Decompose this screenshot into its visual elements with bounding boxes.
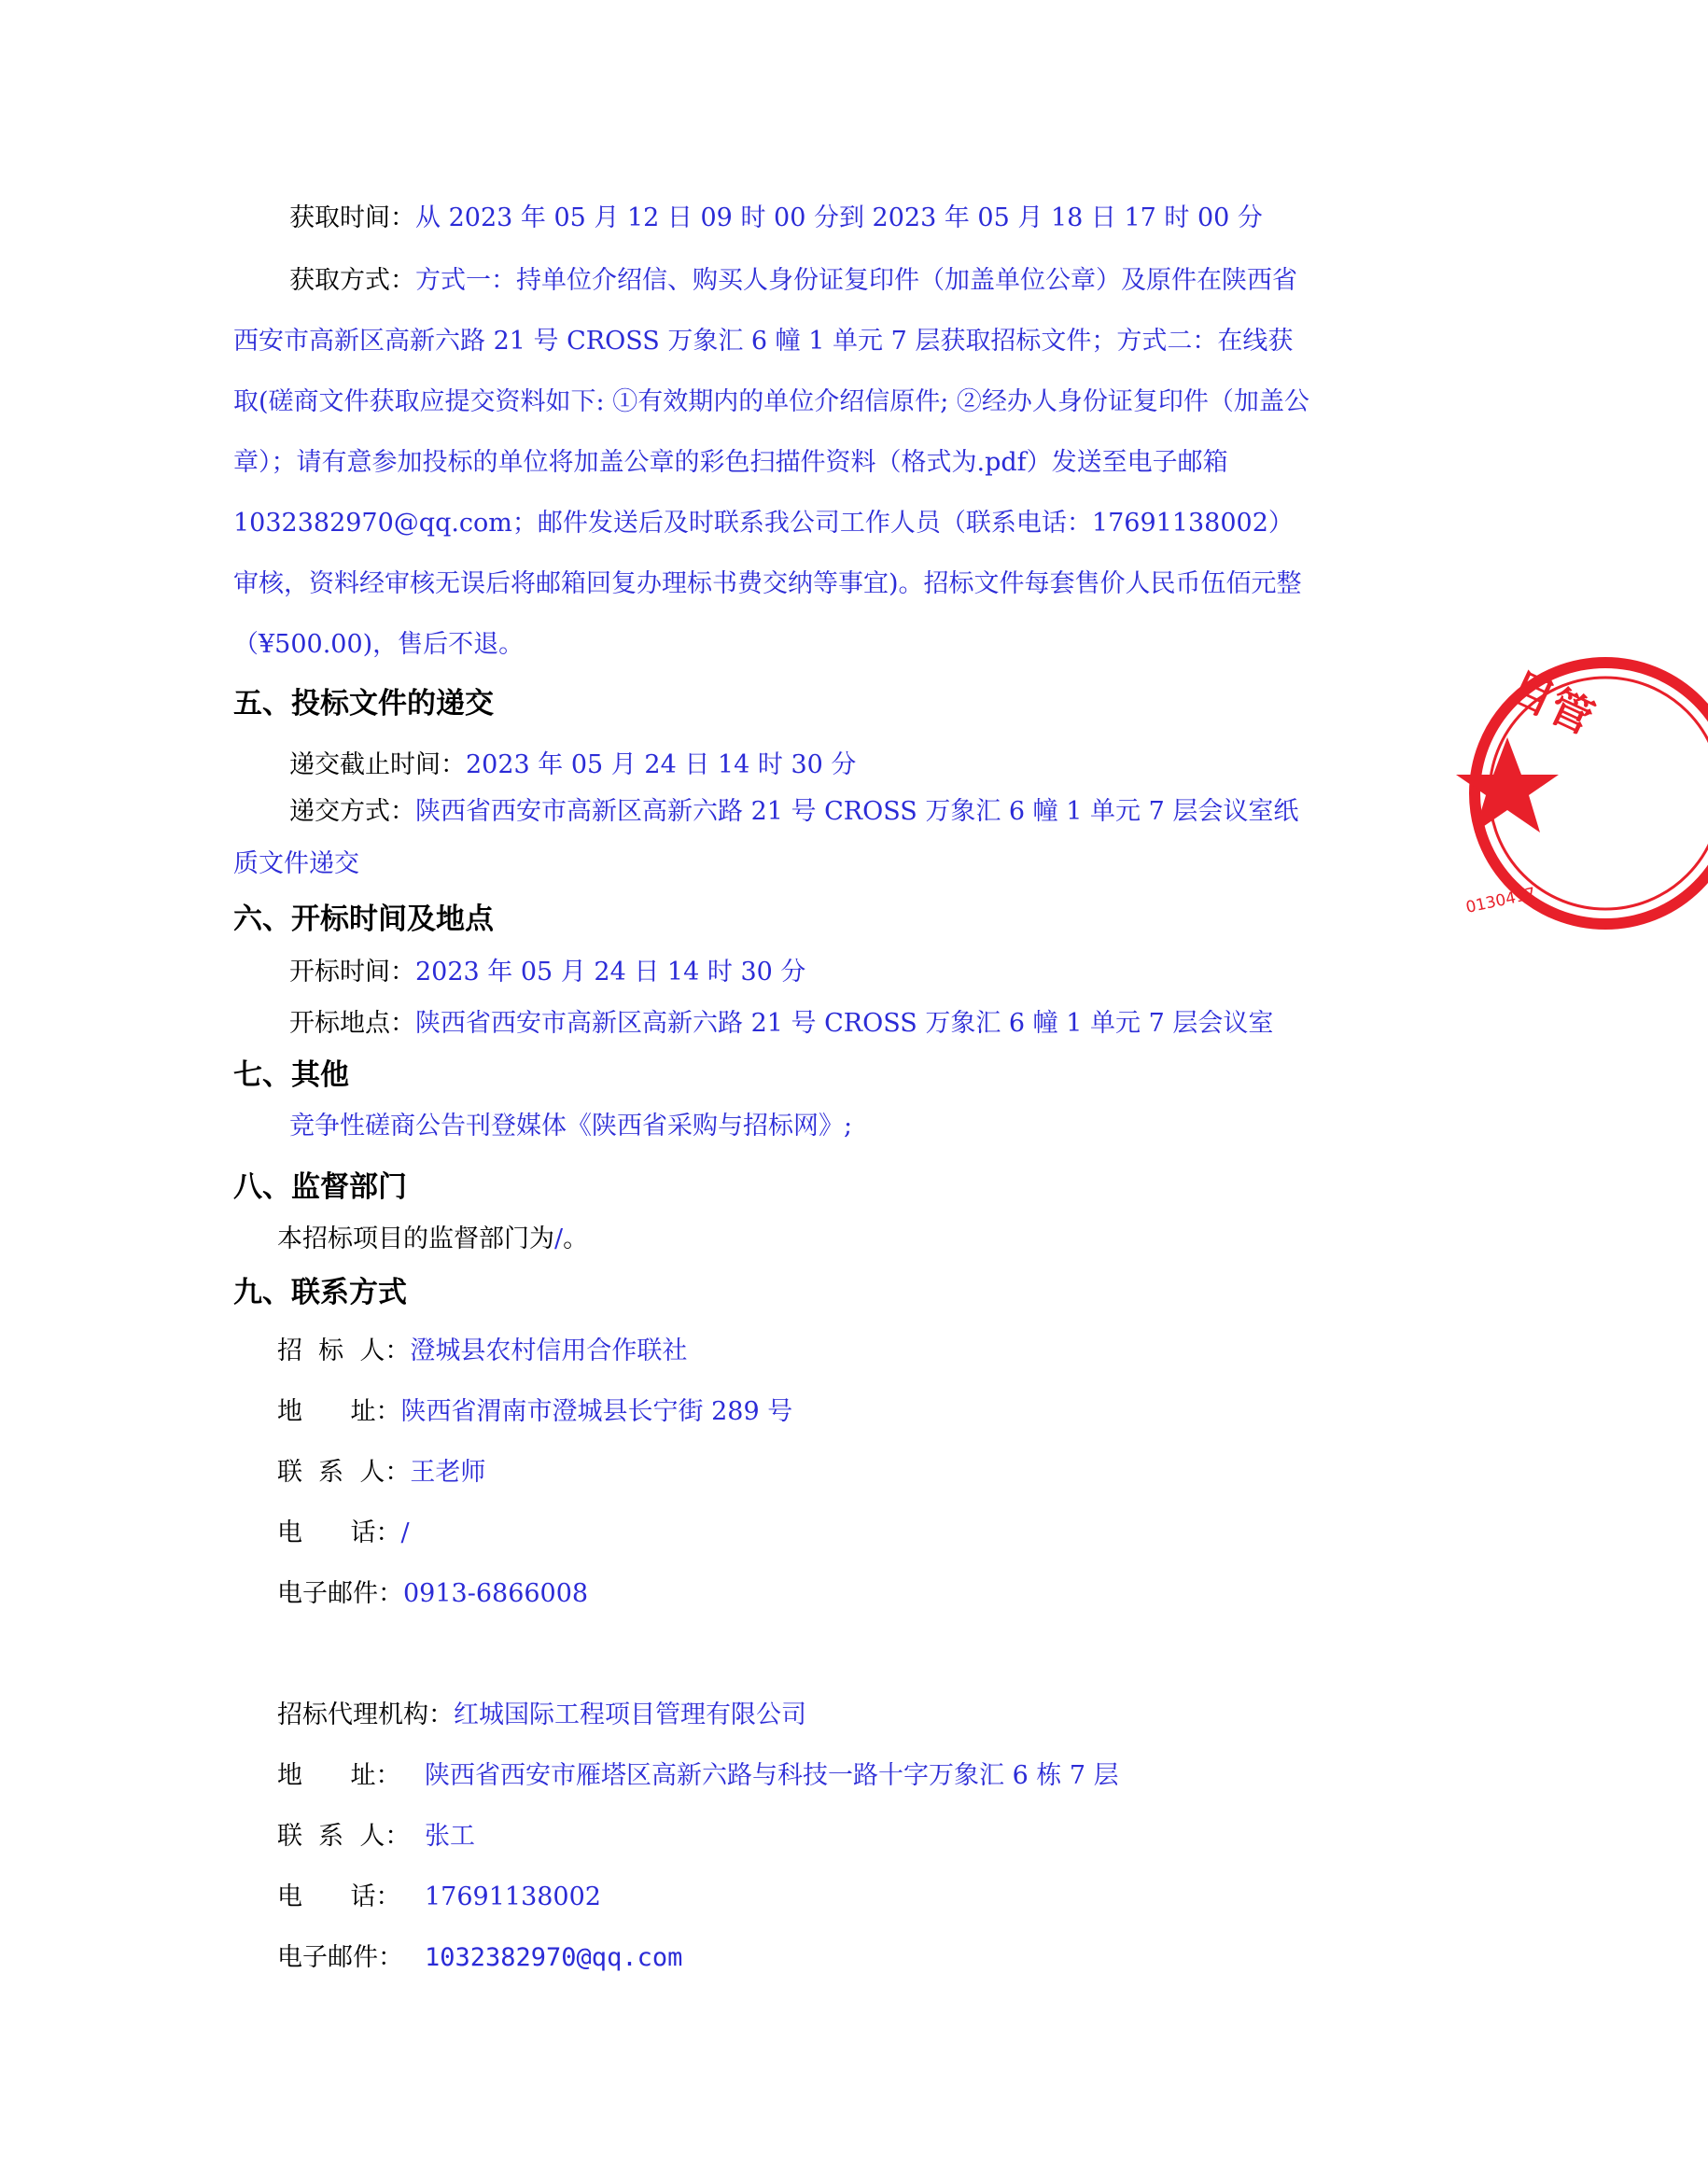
- buyer-phone-label: 电 话：: [277, 1518, 401, 1547]
- agency-contact-value: 张工: [425, 1822, 475, 1851]
- agency-name-value: 红城国际工程项目管理有限公司: [454, 1700, 806, 1729]
- buyer-address-label: 地 址：: [277, 1397, 401, 1426]
- obtain-method-value: 方式一：持单位介绍信、购买人身份证复印件（加盖单位公章）及原件在陕西省西安市高新区高新六路 21 号 CROSS 万象汇 6 幢 1 单元 7 层获取招标文件；方式二：在线获取(磋商文件获取应提交资料如下: ①有效期内的单位介绍信原件; ②经办人身份证复印件（加盖公章）；请有意参加投标的单位将加盖公章的彩色扫描件资料（格式为.pdf）发送至电子邮箱 1032382970@qq.com；邮件发送后及时联系我公司工作人员（联系电话：17691138002）审核，资料经审核无误后将邮箱回复办理标书费交纳等事宜)。招标文件每套售价人民币伍佰元整（¥500.00)，售后不退。: [233, 266, 1309, 659]
- buyer-phone-line: [277, 1518, 410, 1549]
- section-7-text: 竞争性磋商公告刊登媒体《陕西省采购与招标网》;: [289, 1112, 853, 1140]
- obtain-method-label: 获取方式：: [289, 266, 415, 295]
- submit-method-label: 递交方式：: [289, 797, 415, 826]
- section-8-title: 八、监督部门: [233, 1170, 407, 1204]
- buyer-contact-value: 王老师: [410, 1458, 486, 1487]
- open-time-label: 开标时间：: [289, 958, 415, 987]
- section-6-title: 六、开标时间及地点: [233, 903, 494, 936]
- agency-email-line: [277, 1942, 682, 1974]
- agency-email-label: 电子邮件：: [277, 1943, 403, 1972]
- seal-text: 目管: [1502, 662, 1602, 744]
- section-8-value: /: [554, 1224, 564, 1253]
- submit-method-value: 陕西省西安市高新区高新六路 21 号 CROSS 万象汇 6 幢 1 单元 7 层会议室纸质文件递交: [233, 797, 1299, 878]
- buyer-phone-value: /: [400, 1518, 410, 1547]
- official-seal: [1463, 635, 1602, 952]
- obtain-time-value: 从 2023 年 05 月 12 日 09 时 00 分到 2023 年 05 月 18 日 17 时 00 分: [415, 203, 1263, 232]
- buyer-name-line: [277, 1336, 687, 1367]
- buyer-email-value: 0913-6866008: [403, 1579, 589, 1608]
- agency-address-value: 陕西省西安市雁塔区高新六路与科技一路十字万象汇 6 栋 7 层: [425, 1761, 1119, 1790]
- submit-deadline-value: 2023 年 05 月 24 日 14 时 30 分: [466, 750, 857, 779]
- open-place-line: [289, 1008, 1273, 1040]
- obtain-time-line: [289, 203, 1263, 234]
- open-time-line: [289, 957, 805, 988]
- section-9-title: 九、联系方式: [233, 1276, 407, 1309]
- section-8-line: [277, 1224, 588, 1255]
- submit-method-paragraph: [233, 786, 1311, 890]
- agency-name-label: 招标代理机构：: [277, 1700, 454, 1729]
- agency-phone-label: 电 话：: [277, 1882, 401, 1911]
- buyer-name-value: 澄城县农村信用合作联社: [410, 1336, 688, 1365]
- section-5-title: 五、投标文件的递交: [233, 687, 494, 721]
- seal-graphic: [1465, 635, 1708, 952]
- buyer-contact-label: 联 系 人：: [277, 1458, 411, 1487]
- open-place-label: 开标地点：: [289, 1009, 415, 1038]
- agency-phone-value: 17691138002: [425, 1882, 601, 1911]
- buyer-email-line: [277, 1578, 588, 1610]
- obtain-method-paragraph: [233, 250, 1311, 675]
- obtain-time-label: 获取时间：: [289, 203, 415, 232]
- submit-deadline-line: [289, 749, 856, 781]
- agency-phone-line: [277, 1882, 601, 1913]
- agency-address-line: [277, 1760, 1119, 1792]
- agency-email-value: 1032382970@qq.com: [425, 1943, 683, 1972]
- submit-deadline-label: 递交截止时间：: [289, 750, 466, 779]
- buyer-address-value: 陕西省渭南市澄城县长宁街 289 号: [400, 1397, 793, 1426]
- section-8-prefix: 本招标项目的监督部门为: [277, 1224, 554, 1253]
- agency-contact-label: 联 系 人：: [277, 1822, 411, 1851]
- buyer-email-label: 电子邮件：: [277, 1579, 403, 1608]
- section-8-suffix: 。: [563, 1224, 589, 1253]
- open-place-value: 陕西省西安市高新区高新六路 21 号 CROSS 万象汇 6 幢 1 单元 7 层会议室: [415, 1009, 1274, 1038]
- buyer-contact-line: [277, 1457, 485, 1489]
- open-time-value: 2023 年 05 月 24 日 14 时 30 分: [415, 958, 806, 987]
- buyer-address-line: [277, 1396, 792, 1428]
- buyer-name-label: 招 标 人：: [277, 1336, 411, 1365]
- agency-address-label: 地 址：: [277, 1761, 401, 1790]
- seal-number: 0130417: [1463, 884, 1538, 917]
- agency-contact-line: [277, 1821, 475, 1853]
- section-7-title: 七、其他: [233, 1058, 349, 1092]
- agency-name-line: [277, 1700, 806, 1731]
